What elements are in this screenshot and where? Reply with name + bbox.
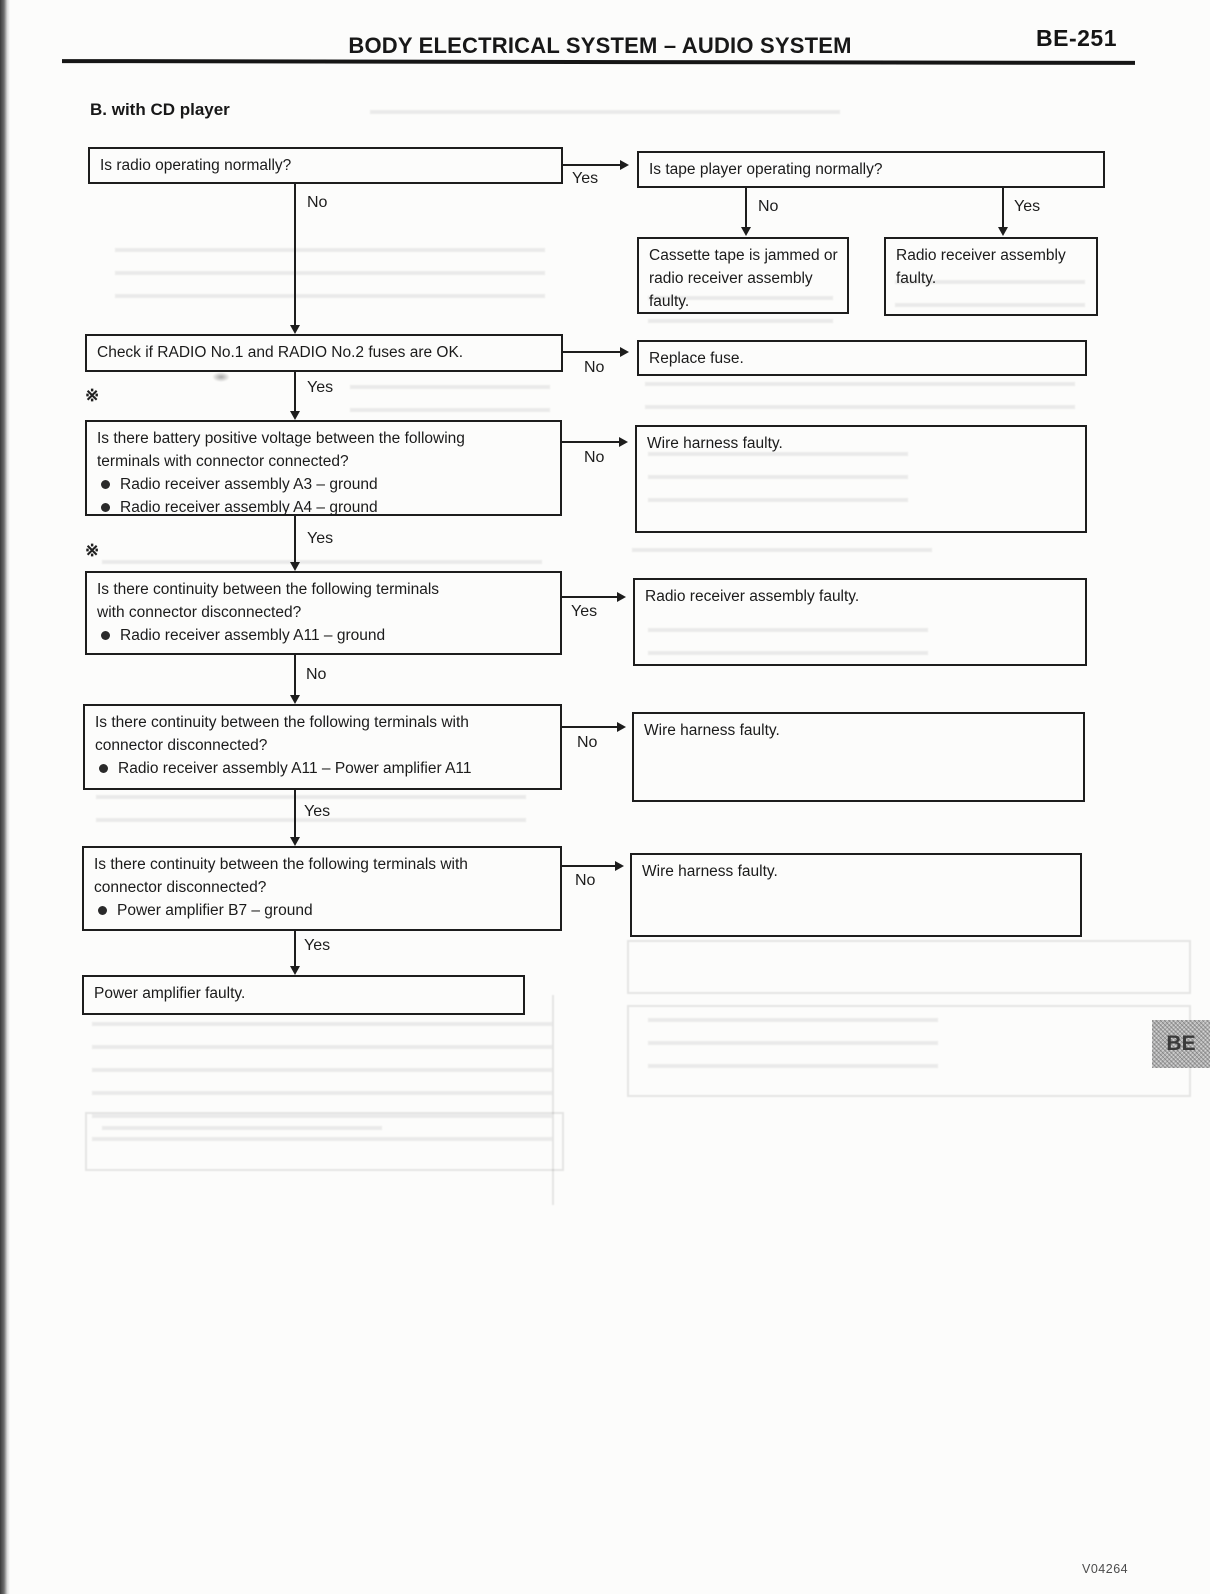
flow-node-wire-harness-3 — [630, 853, 1082, 937]
bleedthrough-ghost — [102, 1126, 382, 1138]
flow-node-receiver-faulty-top — [884, 237, 1098, 316]
bullet-line — [97, 624, 550, 647]
connector-continuity3-no — [562, 865, 622, 867]
arrowhead-down-icon — [741, 227, 751, 236]
bleedthrough-ghost — [648, 1018, 938, 1070]
bullet-icon — [101, 631, 110, 640]
bullet-line — [95, 757, 550, 780]
connector-battery-yes — [294, 516, 296, 569]
connector-tape-yes — [1002, 188, 1004, 234]
bullet-text: Power amplifier B7 – ground — [117, 902, 313, 919]
question-text: Is radio operating normally? — [100, 157, 292, 174]
question-text: Is there continuity between the following terminals with — [94, 856, 468, 873]
question-text: Check if RADIO No.1 and RADIO No.2 fuses are OK. — [97, 344, 464, 361]
result-text: Replace fuse. — [649, 350, 744, 367]
flow-node-cassette-jammed — [637, 237, 849, 314]
edge-label-no: No — [584, 359, 605, 376]
arrowhead-down-icon — [290, 695, 300, 704]
edge-label-yes: Yes — [304, 937, 331, 954]
reference-mark: ※ — [85, 386, 100, 405]
connector-continuity2-yes — [294, 790, 296, 844]
connector-continuity3-yes — [294, 931, 296, 973]
arrowhead-down-icon — [290, 837, 300, 846]
arrowhead-down-icon — [290, 411, 300, 420]
edge-label-no: No — [577, 734, 598, 751]
connector-fuses-no — [563, 351, 627, 353]
connector-continuity1-no — [294, 655, 296, 702]
result-text: faulty. — [896, 270, 937, 287]
side-tab-label: BE — [1166, 1032, 1196, 1055]
flow-node-check-fuses — [85, 334, 563, 372]
edge-label-no: No — [575, 872, 596, 889]
smudge-artifact — [212, 372, 230, 382]
connector-radio-yes — [563, 164, 627, 166]
arrowhead-down-icon — [998, 227, 1008, 236]
bullet-icon — [101, 480, 110, 489]
result-text: Wire harness faulty. — [647, 435, 783, 452]
bullet-text: Radio receiver assembly A4 – ground — [120, 499, 378, 516]
bleedthrough-ghost — [370, 110, 840, 124]
connector-tape-no — [745, 188, 747, 234]
side-tab — [1152, 1020, 1210, 1068]
bullet-line — [97, 496, 550, 519]
flow-node-continuity-a11-amp — [83, 704, 562, 790]
flow-node-continuity-a11-ground — [85, 571, 562, 655]
question-text: connector disconnected? — [94, 879, 267, 896]
connector-fuses-yes — [294, 372, 296, 418]
question-text: connector disconnected? — [95, 737, 268, 754]
bullet-text: Radio receiver assembly A11 – Power amplifier A11 — [118, 760, 472, 777]
edge-label-yes: Yes — [571, 603, 598, 620]
bullet-line — [97, 473, 550, 496]
connector-continuity1-yes — [562, 596, 624, 598]
arrowhead-right-icon — [620, 347, 629, 357]
bullet-icon — [98, 906, 107, 915]
result-text: Power amplifier faulty. — [94, 985, 246, 1002]
flow-node-power-amp-faulty — [82, 975, 525, 1015]
bleedthrough-ghost — [632, 548, 932, 562]
arrowhead-right-icon — [615, 861, 624, 871]
arrowhead-down-icon — [290, 325, 300, 334]
bullet-line — [94, 899, 550, 922]
edge-label-no: No — [758, 198, 779, 215]
flow-node-wire-harness-2 — [632, 712, 1085, 802]
result-text: Radio receiver assembly — [896, 247, 1066, 264]
result-text: faulty. — [649, 293, 690, 310]
page-title: BODY ELECTRICAL SYSTEM – AUDIO SYSTEM — [348, 33, 852, 58]
question-text: with connector disconnected? — [97, 604, 302, 621]
section-heading: B. with CD player — [90, 100, 230, 119]
edge-label-yes: Yes — [307, 379, 334, 396]
flow-node-receiver-faulty-mid — [633, 578, 1087, 666]
bullet-icon — [99, 764, 108, 773]
bullet-text: Radio receiver assembly A3 – ground — [120, 476, 378, 493]
arrowhead-right-icon — [619, 437, 628, 447]
bleedthrough-ghost — [645, 382, 1075, 420]
connector-radio-no — [294, 184, 296, 332]
arrowhead-down-icon — [290, 562, 300, 571]
result-text: Cassette tape is jammed or — [649, 247, 838, 264]
flow-node-radio-operating — [88, 147, 563, 184]
connector-battery-no — [562, 441, 626, 443]
result-text: Radio receiver assembly faulty. — [645, 588, 860, 605]
figure-code: V04264 — [1082, 1562, 1129, 1576]
flow-node-continuity-b7-ground — [82, 846, 562, 931]
connector-continuity2-no — [562, 726, 624, 728]
result-text: Wire harness faulty. — [644, 722, 780, 739]
edge-label-yes: Yes — [307, 530, 334, 547]
question-text: terminals with connector connected? — [97, 453, 349, 470]
flow-node-replace-fuse — [637, 340, 1087, 376]
scan-edge-artifact — [0, 0, 10, 1594]
flow-node-tape-operating — [637, 151, 1105, 188]
bullet-icon — [101, 503, 110, 512]
reference-mark: ※ — [85, 541, 100, 560]
bleedthrough-ghost — [552, 995, 554, 1205]
edge-label-yes: Yes — [572, 170, 599, 187]
question-text: Is there battery positive voltage between the following — [97, 430, 465, 447]
arrowhead-right-icon — [620, 160, 629, 170]
result-text: Wire harness faulty. — [642, 863, 778, 880]
edge-label-no: No — [584, 449, 605, 466]
flow-node-wire-harness-1 — [635, 425, 1087, 533]
result-text: radio receiver assembly — [649, 270, 813, 287]
page-number: BE-251 — [1036, 25, 1117, 51]
arrowhead-down-icon — [290, 966, 300, 975]
bleedthrough-ghost — [350, 385, 550, 413]
question-text: Is there continuity between the following terminals — [97, 581, 440, 598]
edge-label-yes: Yes — [1014, 198, 1041, 215]
header-rule — [62, 59, 1135, 65]
bullet-text: Radio receiver assembly A11 – ground — [120, 627, 386, 644]
flow-node-battery-voltage — [85, 420, 562, 516]
arrowhead-right-icon — [617, 592, 626, 602]
question-text: Is tape player operating normally? — [649, 161, 883, 178]
edge-label-yes: Yes — [304, 803, 331, 820]
question-text: Is there continuity between the following terminals with — [95, 714, 469, 731]
edge-label-no: No — [307, 194, 328, 211]
bleedthrough-ghost — [115, 248, 545, 306]
arrowhead-right-icon — [617, 722, 626, 732]
bleedthrough-ghost — [102, 560, 542, 570]
edge-label-no: No — [306, 666, 327, 683]
bleedthrough-ghost — [627, 940, 1191, 994]
bleedthrough-ghost — [85, 1112, 564, 1171]
